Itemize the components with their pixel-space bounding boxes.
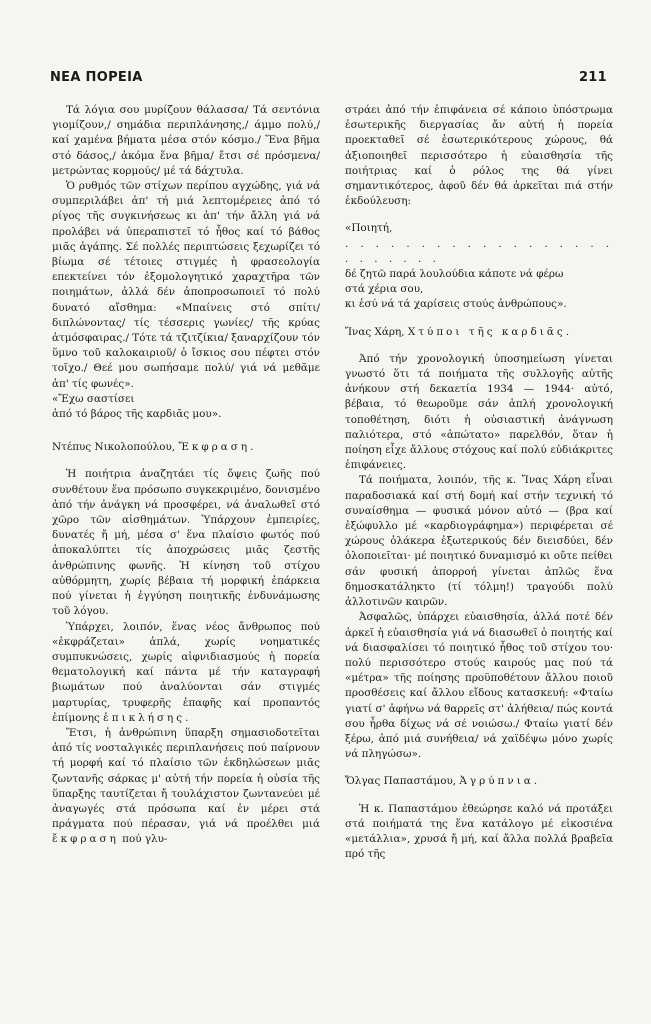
- paragraph: [52, 620, 320, 726]
- author-name: Ντέπυς Νικολοπούλου,: [52, 441, 176, 454]
- work-title: Χτύποι τῆς καρδιᾶς.: [407, 325, 572, 338]
- work-title: Ἔκφραση.: [178, 441, 257, 454]
- quote-line: «Ποιητή,: [345, 222, 393, 235]
- paragraph: Τά λόγια σου μυρίζουν θάλασσα/ Τά σεντόνια γιομίζουν,/ σημάδια περιπλάνησης,/ άμμο πολύ,/ καί χαμένα βήματα μέσα στόν κόσμο./ Ἕνα βῆμα στό δάσος,/ ἀκόμα ἕνα βῆμα/ ἔτσι σέ πρόσμενα/ μετρώντας κορμούς/ μέ τά δάχτυλα.: [52, 104, 320, 177]
- quote-line: «Ἔχω σαστίσει: [52, 392, 135, 405]
- paragraph: Ἀσφαλῶς, ὑπάρχει εὐαισθησία, ἀλλά ποτέ δέν ἀρκεῖ ἡ εὐαισθησία γιά νά διασωθεῖ ὁ ποιητής καί νά διασφαλίσει τό ποιητικό ἦθος τοῦ στίχου του· πολύ περισσότερο στούς καιρούς μας πού τά «μέτρα» τῆς ποίησης προϋποθέτουν ἄλλου ποιοῦ προσθέσεις καί ἄλλου εἴδους κατασκευή: «Φταίω γιατί σ' ἀφήνω νά θαρρεῖς στ' ἀλήθεια/ πώς κοντά σου ἦρθα δίχως νά σέ νοιώσω./ Φταίω γιατί δέν ξέρω, ἀπό μιά συνήθεια/ νά χαϊδέψω μόνο χωρίς νά πληγώσω».: [345, 611, 613, 761]
- paragraph-text: Ὑπάρχει, λοιπόν, ἕνας νέος ἄνθρωπος πού «ἐκφράζεται» ἁπλά, χωρίς νοηματικές συμπυκνώσεις, χωρίς αἰφνιδιασμούς ἡ πορεία θεματολογική καί πάντα μέ τήν καταγραφή βιωμάτων πού ἀναλύονται σάν στιγμές μαρτυρίας, τρυφερῆς ἐπαφῆς καί προπαντός ἐπίμονης: [52, 620, 320, 724]
- left-column: [52, 103, 320, 1003]
- quote-line: στά χέρια σου,: [345, 283, 424, 296]
- paragraph: Ἡ κ. Παπαστάμου ἐθεώρησε καλό νά προτάξει στά ποιήματά της ἕνα κατάλογο μέ εἰκοσιένα «μετάλλια», χρυσά ἤ μή, καί ἄλλα πολλά βραβεῖα πρό τῆς: [345, 802, 613, 861]
- paragraph: Ἀπό τήν χρονολογική ὑποσημείωση γίνεται γνωστό ὅτι τά ποιήματα τῆς συλλογῆς αὐτῆς ἀνήκουν στή δεκαετία 1934 — 1944· αὐτό, βέβαια, τό θεωροῦμε σάν ἁπλή χρονολογική τοποθέτηση, διότι ἡ οὐσιαστική ἀνάγνωση παλιότερα, στό «ἀπώτατο» παρελθόν, ὅταν ἡ ποίηση εἶχε ἄλλους στόχους καί πολύ εὐδιάκριτες ἐπιφάνειες.: [345, 352, 613, 472]
- quote-line: κι ἐσύ νά τά χαρίσεις στούς ἀνθρώπους».: [345, 298, 567, 311]
- right-column: [345, 103, 613, 983]
- quote-line: ἀπό τό βάρος τῆς καρδιᾶς μου».: [52, 408, 222, 421]
- running-header: [50, 70, 607, 92]
- paragraph: Τά ποιήματα, λοιπόν, τῆς κ. Ἴνας Χάρη εἶναι παραδοσιακά καί στή δομή καί στήν τεχνική τό συναίσθημα — φυσικά μόνον αὐτό — (βρα καί ἐξώφυλλο μέ «καρδιογράφημα») περιφέρεται σέ χώρους ὀλάκερα ἐξωτερικούς δέν διεισδύει, δέν ὁλοποιεῖται· μέ ποιητικό δυναμισμό κι οὔτε πείθει σάν φυσική ἀπορροή γίνεται ἁπλῶς ἕνα δημοσκατάληκτο (τί τόλμη!) τραγούδι πολύ ἀλλοτινῶν καιρῶν.: [345, 474, 613, 609]
- author-name: Ὄλγας Παπαστάμου,: [345, 775, 457, 788]
- paragraph-text: Ἔτσι, ἡ ἀνθρώπινη ὕπαρξη σημασιοδοτεῖται ἀπό τίς νοσταλγικές περιπλανήσεις πού παίρνουν τή μορφή καί τό πλαίσιο τῶν ἐκδηλώσεων μιᾶς ζωντανῆς σάρκας μ' αὐτή τήν πορεία ἡ οὐσία τῆς ὕπαρξης ταυτίζεται ἤ τουλάχιστον ζωντανεύει μέ ἀναγωγές στά πρόσωπα καί ἐν μέρει στά πράγματα πού πέρασαν, γιά νά προέλθει μιά: [52, 726, 320, 831]
- quote-line: δέ ζητῶ παρά λουλούδια κάποτε νά φέρω: [345, 268, 564, 281]
- review-heading: [345, 325, 613, 340]
- review-heading: [52, 440, 320, 455]
- paragraph: στράει ἀπό τήν ἐπιφάνεια σέ κάποιο ὑπόστρωμα ἐσωτερικῆς διεργασίας ἄν αὐτή ἡ πορεία προεκταθεῖ σέ ἐσωτερικότερους χώρους, θά ἀξιοποιηθεῖ περισσότερο ἡ εὐαισθησία τῆς ποιήτριας καί ὁ ρόλος της θά γίνει σημαντικότερος, ἀφοῦ δέν θά ἀρκεῖται πιά στήν ἐκδούλευση:: [345, 104, 613, 208]
- emphasized-word: ἔκφραση: [52, 833, 119, 846]
- paragraph: [52, 726, 320, 848]
- journal-title: ΝΕΑ ΠΟΡΕΙΑ: [50, 70, 143, 85]
- paragraph: Ἡ ποιήτρια ἀναζητάει τίς ὄψεις ζωῆς πού συνθέτουν ἕνα πρόσωπο συγκεκριμένο, δονισμένο ἀπό τήν ἀνάγκη νά προσφέρει, νά ἀναλωθεῖ στό χῶρο τῶν αἰσθημάτων. Ὑπάρχουν ἐμπειρίες, δυνατές ἤ μή, μέσα σ' ἕνα πλαίσιο φωτός πού ἀποκαλύπτει τίς ἀποχρώσεις μιᾶς ζεστῆς ἀνθρώπινης φωνῆς. Ἡ κίνηση τοῦ στίχου αὐθόρμητη, χωρίς βέβαια τή μορφική ἐπάρκεια πού γίνεται ἡ ἐγγύηση ποιητικῆς ἐνδυνάμωσης τοῦ λόγου.: [52, 468, 320, 618]
- page-number: 211: [578, 70, 607, 85]
- work-title: Ἀγρύπνια.: [459, 775, 541, 788]
- quote-ellipsis: . . . . . . . . . . . . . . . . . . . . . . . . .: [345, 237, 613, 265]
- paragraph-text: πού γλυ-: [122, 833, 168, 846]
- author-name: Ἴνας Χάρη,: [345, 325, 405, 338]
- emphasized-word: ἐπικλήσης.: [103, 711, 192, 724]
- paragraph: Ὁ ρυθμός τῶν στίχων περίπου αγχώδης, γιά νά συμπεριλάβει ἀπ' τή μιά λεπτομέρειες ἀπό τό ρίγος τῆς συγκινήσεως κι ἀπ' τήν ἄλλη γιά νά προλάβει νά ὑπεραπιστεῖ τό ἦθος καί τό βάθος μιᾶς ἀγάπης. Σέ πολλές περιπτώσεις ξεχωρίζει τό βίωμα σέ τέτοιες στιγμές ἡ φρασεολογία επεκτείνει τόν ἐξομολογητικό χαραχτῆρα τῶν ποιημάτων, ἀλλά δέν ἀποπροσωποιεῖ τό πολύ δυνατό αἴσθημα: «Μπαίνεις στό σπίτι/ διπλώνοντας/ τίς τέσσερις γωνίες/ τῆς κρύας ἀτμόσφαιρας./ Τότε τά τζιτζίκια/ ξαναρχίζουν τόν ὕμνο τοῦ καλοκαιριοῦ/ ὁ ἴσκιος σου πέφτει στόν τοῖχο./ Θεέ μου σωπήσαμε πολύ/ γιά νά μεθᾶμε ἀπ' τίς φωνές».: [52, 180, 320, 390]
- review-heading: [345, 774, 613, 789]
